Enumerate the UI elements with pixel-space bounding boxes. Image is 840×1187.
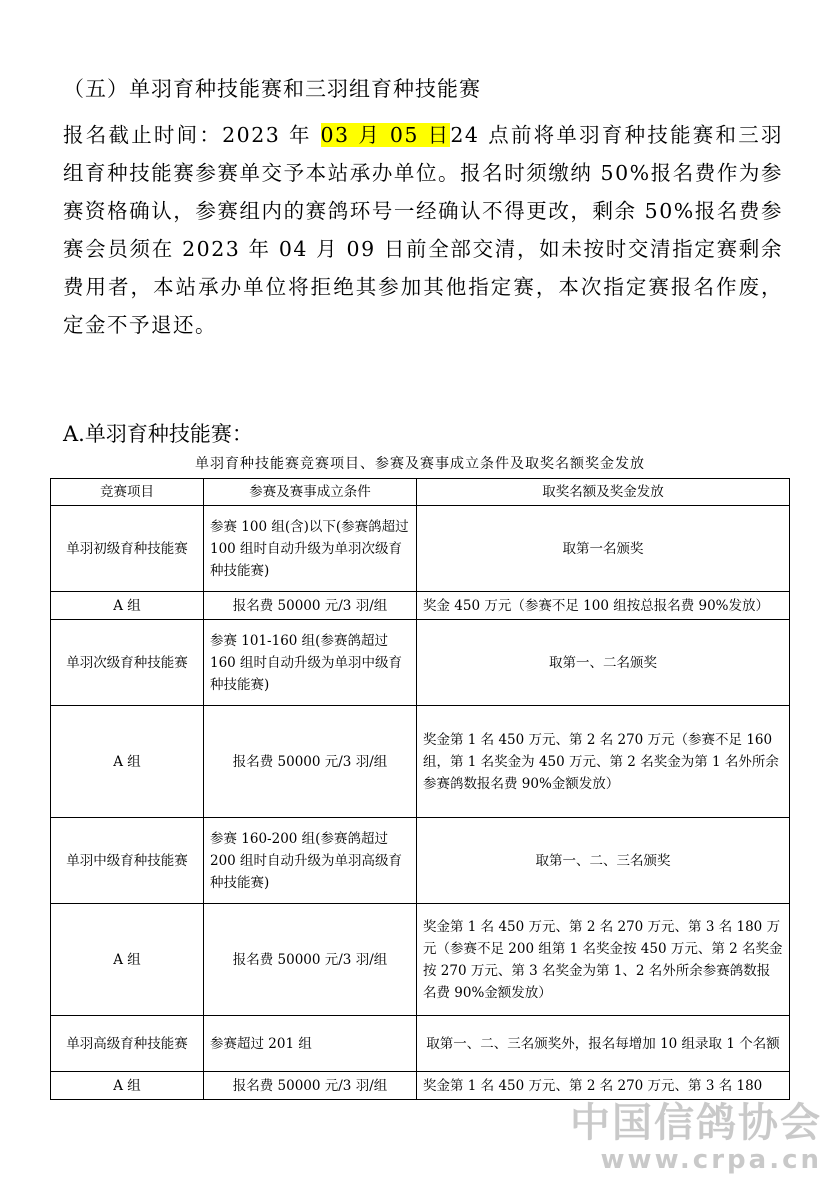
- cell-conditions: 参赛 101-160 组(参赛鸽超过 160 组时自动升级为单羽中级育种技能赛): [204, 620, 417, 706]
- cell-event: A 组: [51, 706, 204, 818]
- cell-event: 单羽中级育种技能赛: [51, 818, 204, 904]
- table-row: [51, 592, 790, 620]
- cell-prizes: 取第一、二名颁奖: [417, 620, 790, 706]
- cell-conditions: 参赛超过 201 组: [204, 1016, 417, 1072]
- cell-event: A 组: [51, 1072, 204, 1100]
- table-row: [51, 620, 790, 706]
- cell-prizes: 奖金第 1 名 450 万元、第 2 名 270 万元、第 3 名 180 万元（参赛不足 200 组第 1 名奖金按 450 万元、第 2 名奖金按 270 万元、第 3 名奖金为第 1、2 名外所余参赛鸽数报名费 90%金额发放）: [417, 904, 790, 1016]
- deadline-date-highlight: 03 月 05 日: [320, 123, 451, 147]
- table-header-row: [51, 479, 790, 506]
- header-conditions: 参赛及赛事成立条件: [204, 479, 417, 506]
- header-prizes: 取奖名额及奖金发放: [417, 479, 790, 506]
- section-heading: （五）单羽育种技能赛和三羽组育种技能赛: [63, 77, 481, 101]
- cell-prizes: 取第一、二、三名颁奖: [417, 818, 790, 904]
- table-row: [51, 904, 790, 1016]
- cell-conditions: 报名费 50000 元/3 羽/组: [204, 1072, 417, 1100]
- cell-event: 单羽高级育种技能赛: [51, 1016, 204, 1072]
- header-event: 竞赛项目: [51, 479, 204, 506]
- watermark-title: 中国信鸽协会: [570, 1100, 822, 1146]
- deadline-text-before: 报名截止时间：2023 年: [63, 123, 321, 147]
- cell-conditions: 参赛 160-200 组(参赛鸽超过 200 组时自动升级为单羽高级育种技能赛): [204, 818, 417, 904]
- cell-conditions: 报名费 50000 元/3 羽/组: [204, 592, 417, 620]
- cell-conditions: 报名费 50000 元/3 羽/组: [204, 904, 417, 1016]
- cell-prizes: 奖金第 1 名 450 万元、第 2 名 270 万元、第 3 名 180: [417, 1072, 790, 1100]
- deadline-text-after: 24 点前将单羽育种技能赛和三羽组育种技能赛参赛单交予本站承办单位。报名时须缴纳 50%报名费作为参赛资格确认，参赛组内的赛鸽环号一经确认不得更改，剩余 50%报名费参赛会员须在 2023 年 04 月 09 日前全部交清，如未按时交清指定赛剩余费用者，本站承办单位将拒绝其参加其他指定赛，本次指定赛报名作废，定金不予退还。: [63, 123, 783, 337]
- deadline-paragraph: [63, 116, 783, 344]
- cell-prizes: 取第一、二、三名颁奖外，报名每增加 10 组录取 1 个名额: [417, 1016, 790, 1072]
- watermark: [570, 1101, 822, 1175]
- subsection-heading-a: A.单羽育种技能赛：: [63, 422, 253, 446]
- table-row: [51, 706, 790, 818]
- watermark-url: www.crpa.cn: [600, 1145, 822, 1175]
- table-caption: 单羽育种技能赛竞赛项目、参赛及赛事成立条件及取奖名额奖金发放: [195, 456, 645, 472]
- cell-conditions: 报名费 50000 元/3 羽/组: [204, 706, 417, 818]
- cell-prizes: 奖金 450 万元（参赛不足 100 组按总报名费 90%发放）: [417, 592, 790, 620]
- table-row: [51, 818, 790, 904]
- table-row: [51, 506, 790, 592]
- cell-event: 单羽初级育种技能赛: [51, 506, 204, 592]
- table-row: [51, 1072, 790, 1100]
- prize-table: [50, 478, 790, 1100]
- table-row: [51, 1016, 790, 1072]
- cell-prizes: 取第一名颁奖: [417, 506, 790, 592]
- cell-event: 单羽次级育种技能赛: [51, 620, 204, 706]
- cell-event: A 组: [51, 904, 204, 1016]
- cell-conditions: 参赛 100 组(含)以下(参赛鸽超过 100 组时自动升级为单羽次级育种技能赛): [204, 506, 417, 592]
- cell-prizes: 奖金第 1 名 450 万元、第 2 名 270 万元（参赛不足 160 组，第 1 名奖金为 450 万元、第 2 名奖金为第 1 名外所余参赛鸽数报名费 90%金额发放）: [417, 706, 790, 818]
- cell-event: A 组: [51, 592, 204, 620]
